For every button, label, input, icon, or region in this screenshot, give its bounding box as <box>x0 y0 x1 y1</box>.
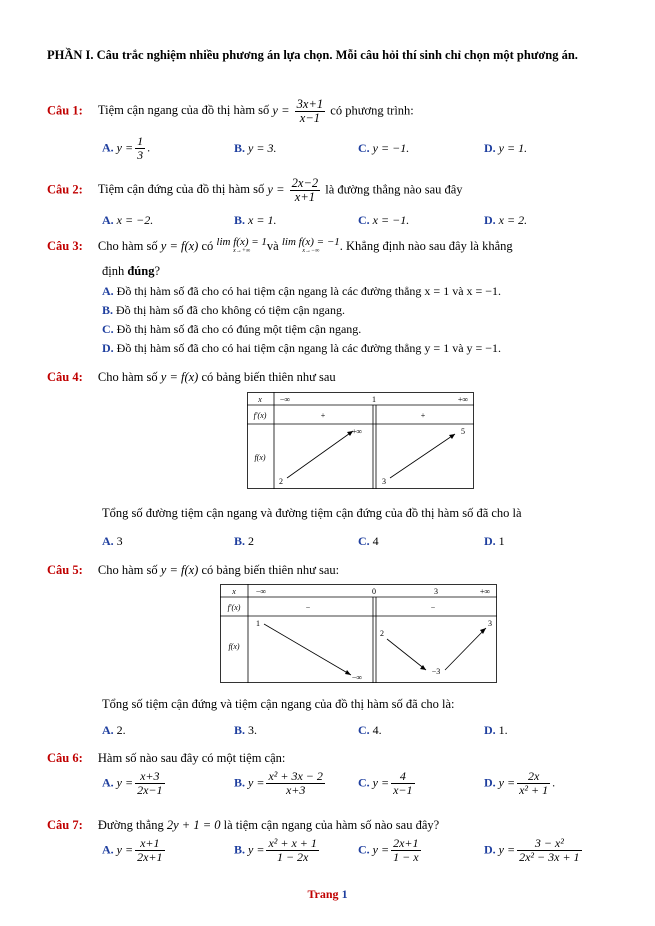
limit-bottom-1: −∞ <box>351 673 363 682</box>
function: y = f(x) <box>160 370 199 384</box>
option-b[interactable]: B. y = $\frac{\text{x² + x + 1}}{1 - 2x}$ <box>234 836 317 864</box>
page-label: Trang <box>307 887 339 901</box>
option-a[interactable]: A. x = −2. <box>102 213 154 227</box>
option-b[interactable]: B. y = 3. <box>234 141 277 155</box>
function-label: f(x) <box>228 642 240 651</box>
function-lhs: y = <box>272 103 290 118</box>
variation-table-q5 <box>220 584 498 684</box>
decrease-arrow-1 <box>264 624 351 675</box>
option-a[interactable]: A. y = $\frac{x+3}{2x-1}$ <box>102 769 163 797</box>
page-footer <box>0 887 655 902</box>
question-number: Câu 2: <box>47 182 83 197</box>
x-label: x <box>232 587 236 596</box>
x-neg-inf: −∞ <box>255 587 267 596</box>
decrease-arrow-2 <box>387 639 426 670</box>
sign-1: − <box>305 603 311 612</box>
question-text: Cho hàm số <box>97 239 158 253</box>
question-5 <box>47 562 339 578</box>
option-d[interactable]: D. 1. <box>484 723 508 737</box>
derivative-label: f′(x) <box>227 603 241 612</box>
option-d[interactable]: D. 1 <box>484 534 505 548</box>
page-number: 1 <box>341 887 348 901</box>
question-2 <box>47 177 463 204</box>
limit-top-1: +∞ <box>351 427 363 436</box>
question-number: Câu 6: <box>47 751 83 765</box>
question-text-end: là tiệm cận ngang của hàm số nào sau đây? <box>223 818 440 832</box>
function-lhs: y = <box>267 182 285 197</box>
question-text: Cho hàm số <box>97 370 158 384</box>
question-number: Câu 7: <box>47 818 83 832</box>
option-a[interactable]: A. 2. <box>102 723 126 737</box>
question-text: Tiệm cận đứng của đồ thị hàm số <box>97 182 265 197</box>
option-b[interactable]: B. 2 <box>234 534 255 548</box>
increase-arrow-1 <box>287 431 353 478</box>
question-text: Tiệm cận ngang của đồ thị hàm số <box>97 103 270 118</box>
option-a[interactable]: A. y = $\frac{1}{3}$ . <box>102 134 151 162</box>
question-text-end: có bảng biến thiên như sau: <box>201 563 340 577</box>
option-c[interactable]: C. y = −1. <box>358 141 410 155</box>
increase-arrow-2 <box>390 434 455 478</box>
function-fraction: $\frac{2x-2}{x+1}$ <box>291 176 319 204</box>
value-top-2: 5 <box>461 427 465 436</box>
x-pos-inf: +∞ <box>457 395 469 404</box>
word: và <box>266 239 279 253</box>
x-value-0: 0 <box>372 587 376 596</box>
question-4 <box>47 369 336 385</box>
option-b[interactable]: B. y = $\frac{\text{x² + 3x − 2}}{x+3}$ <box>234 769 323 797</box>
x-value-3: 3 <box>434 587 438 596</box>
value-bottom-1: 2 <box>279 477 283 486</box>
x-value-1: 1 <box>372 395 376 404</box>
question-4-prompt: Tổng số đường tiệm cận ngang và đường tiệm cận đứng của đồ thị hàm số đã cho là <box>102 506 522 520</box>
question-7 <box>47 817 439 833</box>
option-d[interactable]: D. Đồ thị hàm số đã cho có hai tiệm cận ngang là các đường thẳng y = 1 và y = −1. <box>102 341 502 355</box>
question-3-line2: định đúng? <box>102 264 161 278</box>
option-d[interactable]: D. y = $\frac{2x}{\text{x² + 1}}$ . <box>484 769 556 797</box>
word: có <box>201 239 214 253</box>
x-pos-inf: +∞ <box>479 587 491 596</box>
section-heading: PHẦN I. Câu trắc nghiệm nhiều phương án lựa chọn. Mỗi câu hỏi thí sinh chỉ chọn một phương án. <box>47 48 578 62</box>
option-d[interactable]: D. y = $\frac{\text{3 − x²}}{\text{2x² − 3x + 1}}$ <box>484 836 580 864</box>
question-text-end: là đường thẳng nào sau đây <box>325 182 463 197</box>
sign-1: + <box>320 411 326 420</box>
question-text: Hàm số nào sau đây có một tiệm cận: <box>97 751 286 765</box>
value-top-2: 2 <box>380 629 384 638</box>
function: y = f(x) <box>160 239 199 253</box>
equation: 2y + 1 = 0 <box>166 818 221 832</box>
question-6 <box>47 750 285 766</box>
option-c[interactable]: C. Đồ thị hàm số đã cho có đúng một tiệm cận ngang. <box>102 322 362 336</box>
option-c[interactable]: C. x = −1. <box>358 213 410 227</box>
option-b[interactable]: B. x = 1. <box>234 213 277 227</box>
option-c[interactable]: C. 4 <box>358 534 379 548</box>
option-c[interactable]: C. y = $\frac{2x+1}{1 - x}$ <box>358 836 419 864</box>
question-3 <box>47 238 513 256</box>
value-top-3: 3 <box>488 619 492 628</box>
function-fraction: $\frac{3x+1}{x-1}$ <box>296 97 324 125</box>
derivative-label: f′(x) <box>253 411 267 420</box>
variation-table-q4 <box>247 392 475 490</box>
option-a[interactable]: A. y = $\frac{x+1}{2x+1}$ <box>102 836 163 864</box>
limit-2: lim f(x) = −1 x→−∞ <box>281 236 340 255</box>
question-text: Đường thẳng <box>97 818 164 832</box>
option-d[interactable]: D. x = 2. <box>484 213 528 227</box>
question-1 <box>47 98 414 125</box>
question-number: Câu 3: <box>47 239 83 253</box>
value-bottom-2: −3 <box>431 667 441 676</box>
question-5-prompt: Tổng số tiệm cận đứng và tiệm cận ngang của đồ thị hàm số đã cho là: <box>102 697 455 711</box>
option-d[interactable]: D. y = 1. <box>484 141 528 155</box>
sign-2: + <box>420 411 426 420</box>
option-a[interactable]: A. Đồ thị hàm số đã cho có hai tiệm cận ngang là các đường thẳng x = 1 và x = −1. <box>102 284 502 298</box>
question-number: Câu 1: <box>47 103 83 118</box>
x-neg-inf: −∞ <box>279 395 291 404</box>
value-top-1: 1 <box>256 619 260 628</box>
function-label: f(x) <box>254 453 266 462</box>
increase-arrow-3 <box>445 628 486 670</box>
question-number: Câu 4: <box>47 370 83 384</box>
option-a[interactable]: A. 3 <box>102 534 123 548</box>
option-b[interactable]: B. 3. <box>234 723 258 737</box>
limit-1: lim f(x) = 1 x→+∞ <box>216 236 267 255</box>
sign-2: − <box>430 603 436 612</box>
question-number: Câu 5: <box>47 563 83 577</box>
option-b[interactable]: B. Đồ thị hàm số đã cho không có tiệm cận ngang. <box>102 303 345 317</box>
option-c[interactable]: C. 4. <box>358 723 382 737</box>
x-label: x <box>258 395 262 404</box>
option-c[interactable]: C. y = $\frac{4}{x-1}$ <box>358 769 413 797</box>
question-text: Cho hàm số <box>97 563 158 577</box>
question-text-end: có phương trình: <box>330 103 414 118</box>
function: y = f(x) <box>160 563 199 577</box>
question-text-end: có bảng biến thiên như sau <box>201 370 336 384</box>
question-text-end: . Khẳng định nào sau đây là khẳng <box>339 239 513 253</box>
value-bottom-2: 3 <box>382 477 386 486</box>
